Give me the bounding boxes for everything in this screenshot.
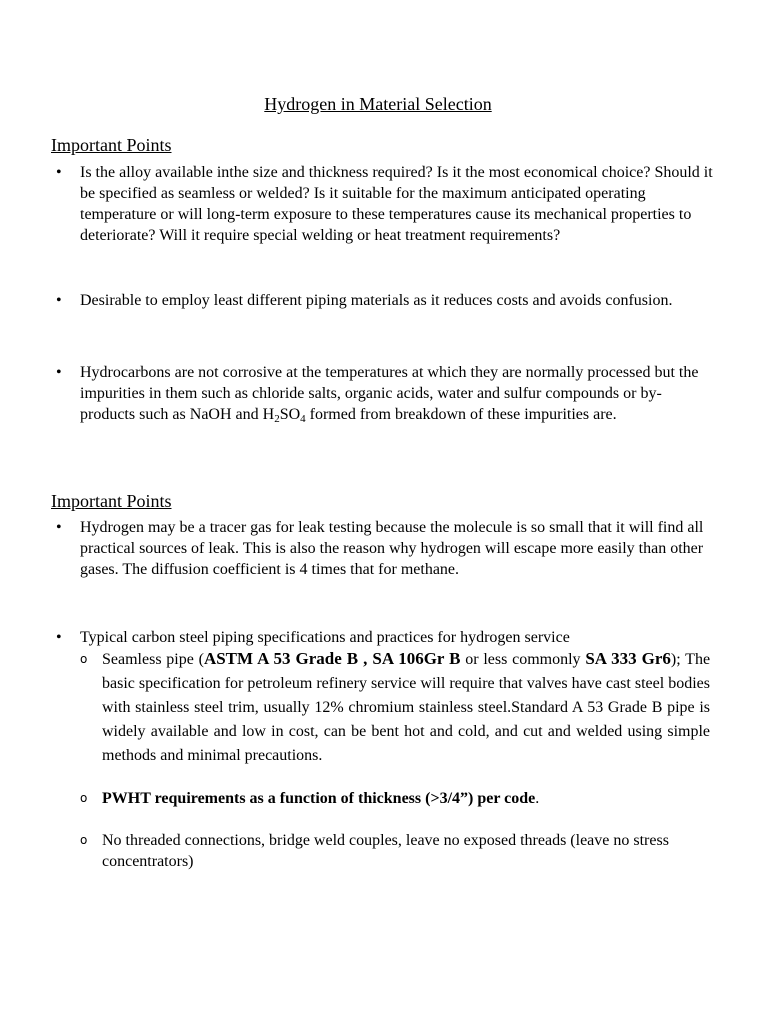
document-title: Hydrogen in Material Selection (264, 94, 492, 114)
bullet-icon: • (56, 629, 62, 646)
circle-bullet-icon: o (80, 833, 88, 847)
bullet-text: Hydrogen may be a tracer gas for leak testing because the molecule is so small that it will find all practical sources of leak. This is also the reason why hydrogen will escape more easily than other gases. The diffusion coefficient is 4 times that for methane. (80, 519, 704, 578)
bullet-item (56, 627, 716, 648)
bullet-icon: • (56, 364, 62, 381)
section-heading: Important Points (51, 135, 172, 155)
bullet-text: Hydrocarbons are not corrosive at the temperatures at which they are normally processed but the impurities in them such as chloride salts, organic acids, water and sulfur compounds or by- products such as NaOH and $H_2SO_4$ formed from breakdown of these impurities are. (80, 364, 699, 425)
bullet-icon: • (56, 164, 62, 181)
sub-item-text: No threaded connections, bridge weld couples, leave no exposed threads (leave no stress concentrators) (102, 832, 669, 870)
bullet-icon: • (56, 292, 62, 309)
bullet-item (56, 362, 716, 425)
sub-item-text: PWHT requirements as a function of thickness (>3/4”) per code. (102, 790, 540, 807)
sub-item (80, 788, 710, 809)
bullet-text: Is the alloy available inthe size and thickness required? Is it the most economical choice? Should it be specified as seamless or welded? Is it suitable for the maximum anticipated operating temperature or will long-term exposure to these temperatures cause its mechanical properties to deteriorate? Will it require special welding or heat treatment requirements? (80, 164, 713, 244)
bullet-item (56, 289, 716, 313)
bullet-item (56, 162, 716, 246)
bullet-item (56, 517, 716, 580)
circle-bullet-icon: o (80, 791, 88, 805)
sub-item (80, 830, 710, 872)
section-heading: Important Points (51, 491, 172, 511)
bullet-text: Typical carbon steel piping specifications and practices for hydrogen service (80, 629, 570, 646)
circle-bullet-icon: o (80, 652, 88, 666)
sub-item (80, 647, 710, 768)
sub-item-text: Seamless pipe (ASTM A 53 Grade B , SA 106Gr B or less commonly SA 333 Gr6); The basic specification for petroleum refinery service will require that valves have cast steel bodies with stainless steel trim, usually 12% chromium stainless steel.Standard A 53 Grade B pipe is widely available and low in cost, can be bent hot and cold, and cut and welded using simple methods and minimal precautions. (102, 649, 711, 764)
bullet-text: Desirable to employ least different piping materials as it reduces costs and avoids confusion. (80, 292, 673, 309)
bullet-icon: • (56, 519, 62, 536)
